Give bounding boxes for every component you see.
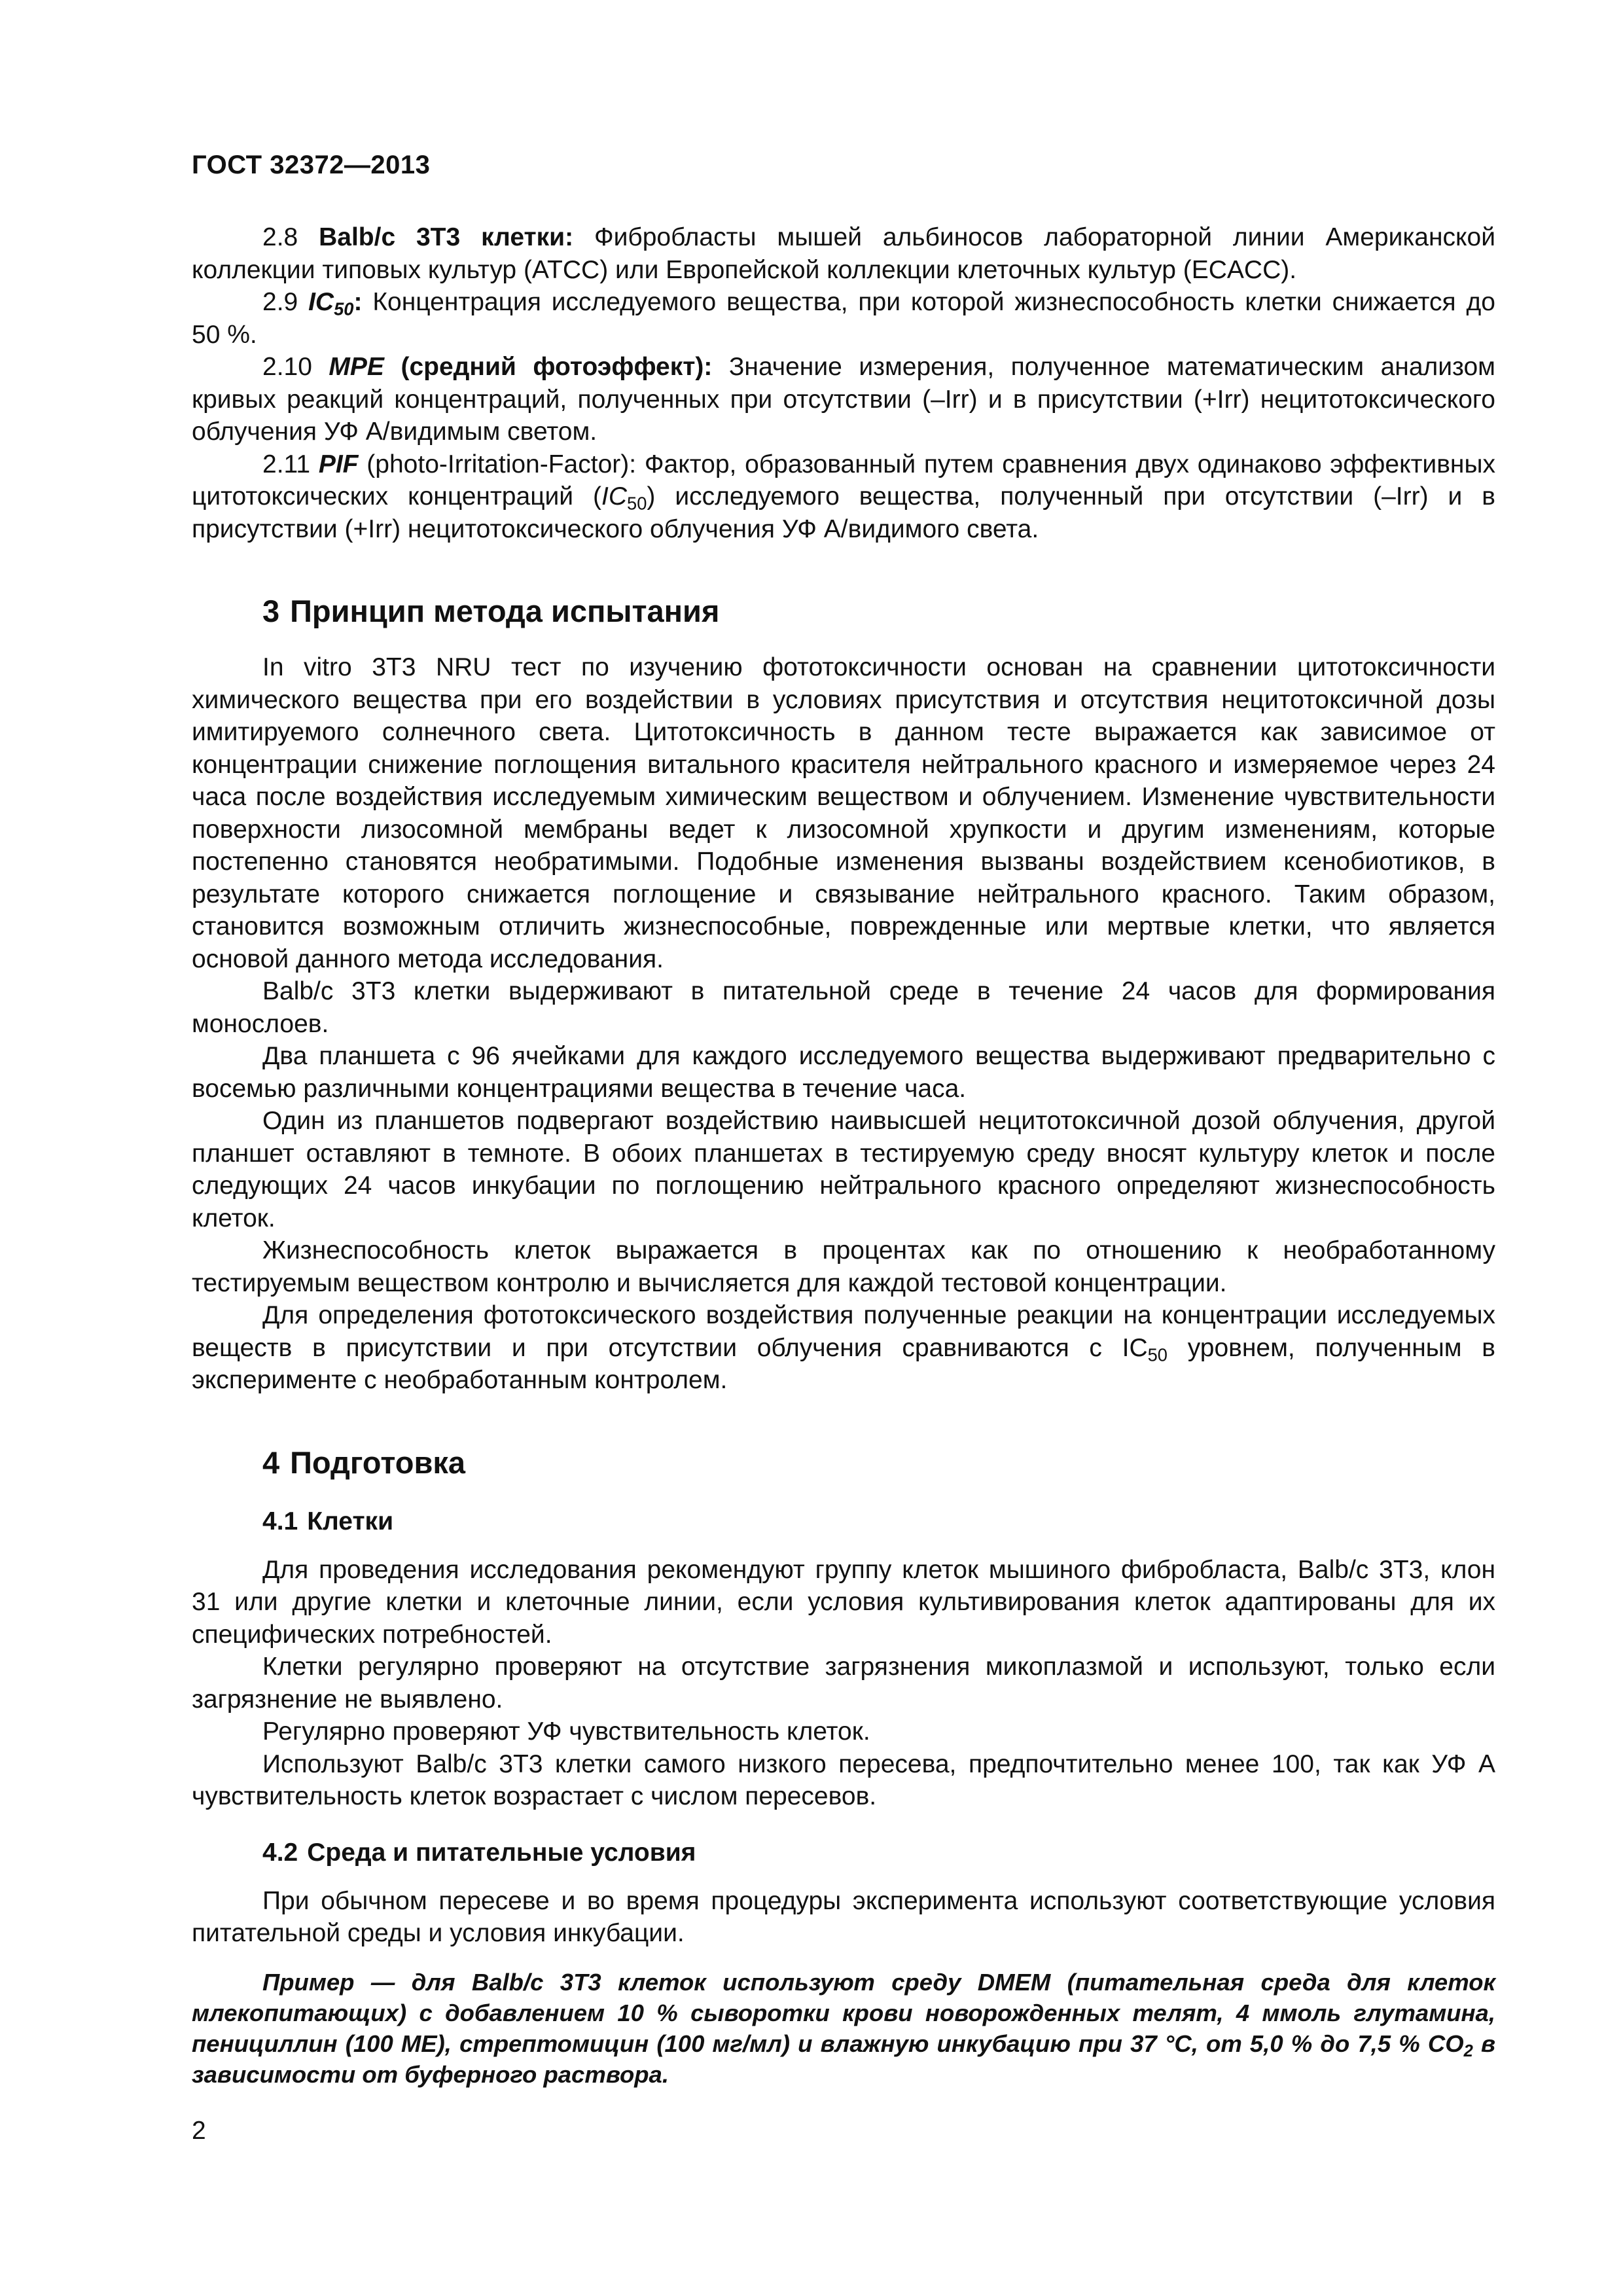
section-title: Принцип метода испытания (290, 594, 720, 628)
subsection-4-1-paragraph-3: Регулярно проверяют УФ чувствительность клеток. (262, 1717, 870, 1746)
example-note (192, 1967, 1495, 2090)
subsection-4-1-paragraph-4: Используют Balb/c 3T3 клетки самого низкого пересева, предпочтительно менее 100, так как УФ А чувствительность клеток возрастает с числом пересевов. (192, 1749, 1495, 1810)
subsection-number: 4.2 (262, 1838, 298, 1867)
definition-2-9 (192, 286, 1495, 351)
section-3-heading (192, 592, 1495, 630)
definition-text-a: (photo-Irritation-Factor): Фактор, образованный путем сравнения двух одинаково эффективных цитотоксических концентраций ( (192, 450, 1496, 511)
section-3-paragraph-5: Жизнеспособность клеток выражается в процентах как по отношению к необработанному тестируемым веществом контролю и вычисляется для каждой тестовой концентрации. (192, 1236, 1495, 1297)
definition-text: Концентрация исследуемого вещества, при которой жизнеспособность клетки снижается до 50 %. (192, 288, 1495, 349)
section-4-heading (192, 1444, 1495, 1482)
paragraph-text-a: Для определения фототоксического воздействия полученные реакции на концентрации исследуемых веществ в присутствии и при отсутствии облучения сравниваются с IC (192, 1301, 1495, 1362)
body-column (192, 221, 1495, 2090)
page-number: 2 (192, 2117, 206, 2145)
section-3-paragraph-4: Один из планшетов подвергают воздействию наивысшей нецитотоксичной дозой облучения, другой планшет оставляют в темноте. В обоих планшетах в тестируемую среду вносят культуру клеток и после следующих 24 часов инкубации по поглощению нейтрального красного определяют жизнеспособность клеток. (192, 1107, 1495, 1232)
section-title: Подготовка (290, 1444, 466, 1480)
definition-text: Значение измерения, полученное математическим анализом кривых реакций концентраций, полученных при отсутствии (–Irr) и в присутствии (+Irr) нецитотоксического облучения УФ А/видимым светом. (192, 353, 1495, 446)
definition-number: 2.9 (262, 288, 298, 316)
definition-2-11 (192, 448, 1495, 546)
definition-number: 2.8 (262, 223, 298, 251)
definition-term-tail: (средний фотоэффект): (383, 353, 713, 381)
subsection-4-1-paragraph-2: Клетки регулярно проверяют на отсутствие загрязнения микоплазмой и используют, только если загрязнение не выявлено. (192, 1653, 1495, 1713)
definition-text-b: ) исследуемого вещества, полученный при отсутствии (–Irr) и в присутствии (+Irr) нецитотоксического облучения УФ А/видимого света. (192, 482, 1495, 543)
subsection-title: Клетки (307, 1507, 394, 1535)
subsection-number: 4.1 (262, 1507, 298, 1535)
section-number: 4 (262, 1444, 280, 1480)
running-header-standard: ГОСТ 32372—2013 (192, 151, 431, 179)
section-number: 3 (262, 594, 280, 628)
term-colon: : (353, 288, 363, 316)
definition-number: 2.10 (262, 353, 312, 381)
example-text-b: в зависимости от буферного раствора. (192, 2030, 1495, 2088)
ic-symbol: IC (601, 482, 628, 511)
ic-subscript: 50 (627, 493, 647, 514)
subsection-4-1-heading (192, 1505, 1495, 1538)
section-3-paragraph-2: Balb/c 3T3 клетки выдерживают в питательной среде в течение 24 часов для формирования монослоев. (192, 977, 1495, 1038)
definition-term: MPE (329, 353, 384, 381)
ic-subscript: 50 (1147, 1344, 1168, 1365)
section-3-paragraph-3: Два планшета с 96 ячейками для каждого исследуемого вещества выдерживают предварительно с восемью различными концентрациями вещества в течение часа. (192, 1042, 1495, 1103)
subsection-4-2-heading (192, 1837, 1495, 1869)
definition-text: Фибробласты мышей альбиносов лабораторной линии Американской коллекции типовых культур (ATCC) или Европейской коллекции клеточных культур (ECACC). (192, 223, 1495, 284)
section-3-paragraph-1: In vitro 3T3 NRU тест по изучению фототоксичности основан на сравнении цитотоксичности химического вещества при его воздействии в условиях присутствия и отсутствия нецитотоксичной дозы имитируемого солнечного света. Цитотоксичность в данном тесте выражается как зависимое от концентрации снижение поглощения витального красителя нейтрального красного и измеряемое через 24 часа после воздействия исследуемым химическим веществом и облучением. Изменение чувствительности поверхности лизосомной мембраны ведет к лизосомной хрупкости и другим изменениям, которые постепенно становятся необратимыми. Подобные изменения вызваны воздействием ксенобиотиков, в результате которого снижается поглощение и связывание нейтрального красного. Таким образом, становится возможным отличить жизнеспособные, поврежденные или мертвые клетки, что является основой данного метода исследования. (192, 653, 1495, 973)
definition-term (308, 288, 354, 319)
definition-2-10 (192, 351, 1495, 448)
definition-term: PIF (318, 450, 359, 478)
co2-subscript: 2 (1463, 2041, 1473, 2060)
definition-number: 2.11 (262, 450, 311, 478)
subsection-4-2-paragraph-1: При обычном пересеве и во время процедуры эксперимента используют соответствующие условия питательной среды и условия инкубации. (192, 1886, 1495, 1947)
definition-2-8 (192, 221, 1495, 286)
definition-term: Balb/c 3T3 клетки: (319, 223, 574, 251)
example-text-a: Пример — для Balb/c 3T3 клеток используют среду DMEM (питательная среда для клеток млекопитающих) с добавлением 10 % сыворотки крови новорожденных телят, 4 ммоль глутамина, пенициллин (100 МЕ), стрептомицин (100 мг/мл) и влажную инкубацию при 37 °С, от 5,0 % до 7,5 % CO (192, 1968, 1495, 2057)
section-3-paragraph-6 (192, 1299, 1495, 1397)
term-subscript: 50 (334, 298, 354, 319)
paragraph-text-b: уровнем, полученным в эксперименте с необработанным контролем. (192, 1333, 1495, 1394)
subsection-title: Среда и питательные условия (307, 1838, 696, 1867)
term-symbol: IC (308, 288, 334, 316)
subsection-4-1-paragraph-1: Для проведения исследования рекомендуют группу клеток мышиного фибробласта, Balb/c 3T3, клон 31 или другие клетки и клеточные линии, если условия культивирования клеток адаптированы для их специфических потребностей. (192, 1555, 1495, 1649)
